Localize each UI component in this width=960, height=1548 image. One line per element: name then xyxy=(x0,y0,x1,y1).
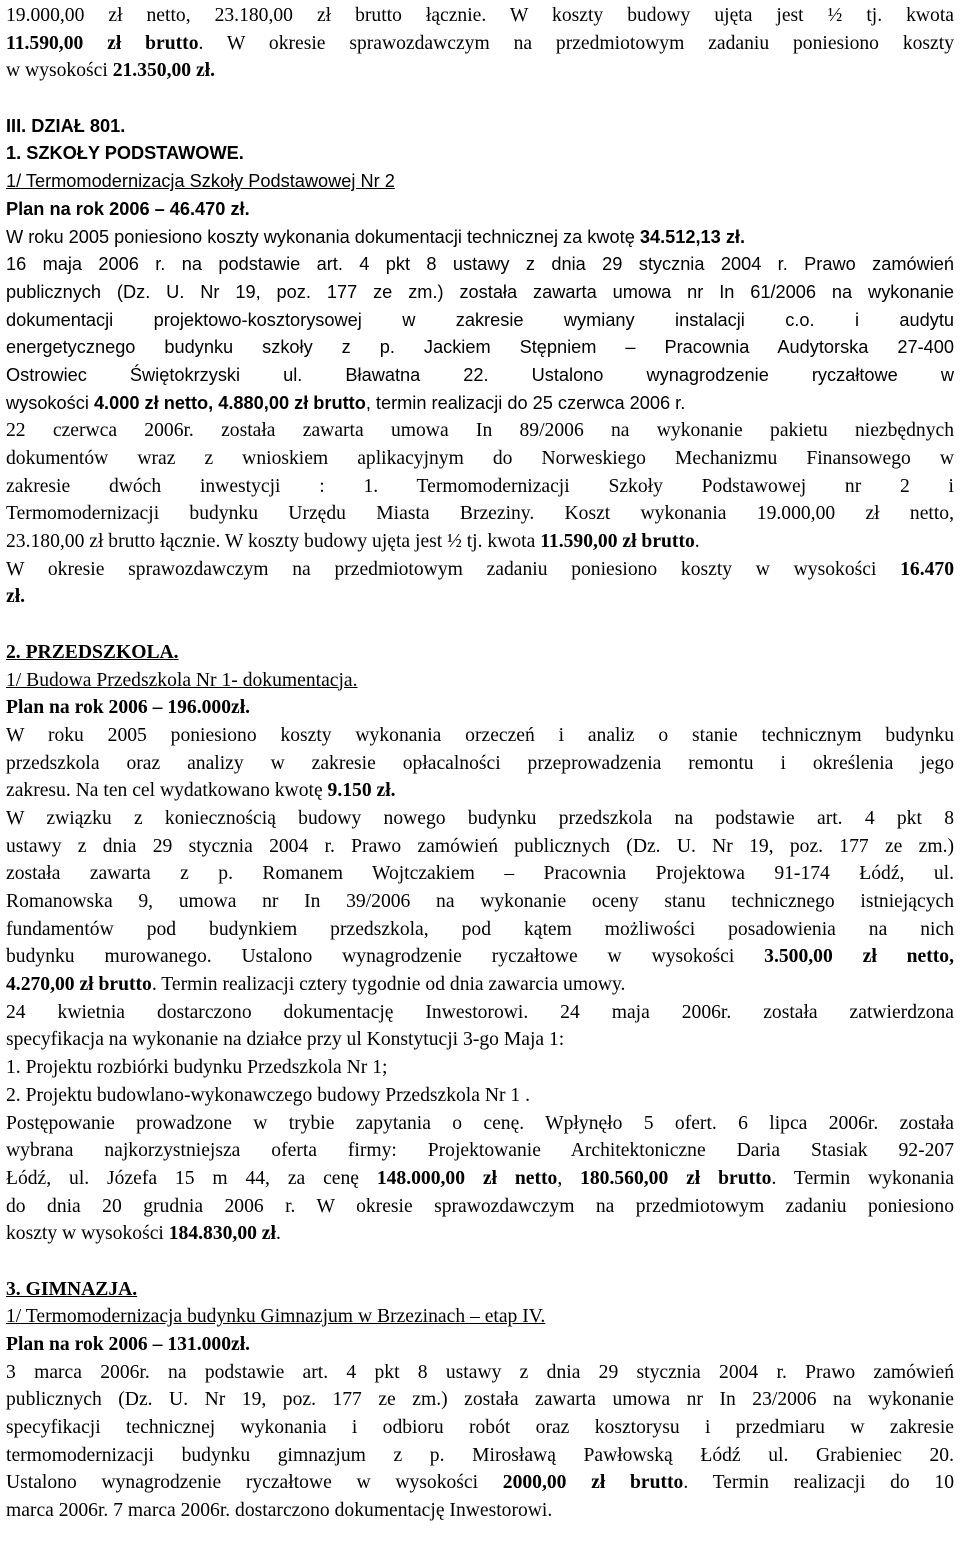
text-line: przedszkola oraz analizy w zakresie opłacalności przeprowadzenia remontu i określenia jego xyxy=(6,752,954,774)
text-line: dokumentów wraz z wnioskiem aplikacyjnym do Norweskiego Mechanizmu Finansowego w xyxy=(6,448,954,469)
subsection-heading: 1/ Termomodernizacja Szkoły Podstawowej Nr 2 xyxy=(6,171,395,192)
text-line: Termomodernizacji budynku Urzędu Miasta Brzeziny. Koszt wykonania 19.000,00 zł netto, xyxy=(6,503,954,525)
text-line: 3 marca 2006r. na podstawie art. 4 pkt 8 ustawy z dnia 29 stycznia 2004 r. Prawo zamówień xyxy=(6,1361,954,1383)
text-line: W okresie sprawozdawczym na przedmiotowym zadaniu poniesiono koszty w wysokości 16.470 xyxy=(6,558,954,580)
text-line: publicznych (Dz. U. Nr 19, poz. 177 ze zm.) została zawarta umowa nr In 61/2006 na wykonanie xyxy=(6,281,954,302)
amount: 11.590,00 zł brutto xyxy=(6,32,199,54)
text-line: została zawarta z p. Romanem Wojtczakiem – Pracownia Projektowa 91-174 Łódź, ul. xyxy=(6,863,954,885)
text-line: ustawy z dnia 29 stycznia 2004 r. Prawo zamówień publicznych (Dz. U. Nr 19, poz. 177 ze zm.) xyxy=(6,835,954,857)
amount: 11.590,00 zł brutto xyxy=(540,531,695,553)
text-line: dokumentacji projektowo-kosztorysowej w zakresie wymiany instalacji c.o. i audytu xyxy=(6,309,954,330)
section-heading: III. DZIAŁ 801. xyxy=(6,115,126,136)
plan-line: Plan na rok 2006 – 131.000zł. xyxy=(6,1334,251,1355)
text-line: specyfikacja na wykonanie na działce przy ul Konstytucji 3-go Maja 1: xyxy=(6,1029,565,1051)
text-line: do dnia 20 grudnia 2006 r. W okresie sprawozdawczym na przedmiotowym zadaniu poniesiono xyxy=(6,1195,954,1217)
text-line: Łódź, ul. Józefa 15 m 44, za cenę 148.000,00 zł netto, 180.560,00 zł brutto. Termin wykonania xyxy=(6,1167,954,1189)
text-line: Postępowanie prowadzone w trybie zapytania o cenę. Wpłynęło 5 ofert. 6 lipca 2006r. została xyxy=(6,1112,954,1134)
subsection-heading: 1/ Budowa Przedszkola Nr 1- dokumentacja. xyxy=(6,669,358,691)
plan-line: Plan na rok 2006 – 196.000zł. xyxy=(6,697,251,719)
list-item: 2. Projektu budowlano-wykonawczego budowy Przedszkola Nr 1 . xyxy=(6,1084,531,1106)
text-line: termomodernizacji budynku gimnazjum z p. Mirosławą Pawłowską Łódź ul. Grabieniec 20. xyxy=(6,1444,954,1466)
text-line: w wysokości 21.350,00 zł. xyxy=(6,60,215,82)
amount: 16.470 xyxy=(900,558,954,580)
text-line: publicznych (Dz. U. Nr 19, poz. 177 ze zm.) została zawarta umowa nr In 23/2006 na wykonanie xyxy=(6,1389,954,1411)
text-line: 11.590,00 zł brutto. W okresie sprawozdawczym na przedmiotowym zadaniu poniesiono koszty xyxy=(6,32,954,54)
amount: 3.500,00 zł netto, xyxy=(764,946,954,968)
amount: zł. xyxy=(6,586,26,608)
amount: 2000,00 zł brutto xyxy=(502,1472,684,1494)
text-line: Ustalono wynagrodzenie ryczałtowe w wysokości 2000,00 zł brutto. Termin realizacji do 10 xyxy=(6,1472,954,1494)
text-line: 4.270,00 zł brutto. Termin realizacji cztery tygodnie od dnia zawarcia umowy. xyxy=(6,974,626,996)
text-line: wysokości 4.000 zł netto, 4.880,00 zł brutto, termin realizacji do 25 czerwca 2006 r. xyxy=(6,392,686,413)
text-line: 23.180,00 zł brutto łącznie. W koszty budowy ujęta jest ½ tj. kwota 11.590,00 zł brutto. xyxy=(6,531,700,553)
text-line: 24 kwietnia dostarczono dokumentację Inwestorowi. 24 maja 2006r. została zatwierdzona xyxy=(6,1001,954,1023)
section-heading: 3. GIMNAZJA. xyxy=(6,1278,138,1300)
text-line: Romanowska 9, umowa nr In 39/2006 na wykonanie oceny stanu technicznego istniejących xyxy=(6,891,954,912)
text-line: zakresie dwóch inwestycji : 1. Termomodernizacji Szkoły Podstawowej nr 2 i xyxy=(6,475,954,497)
text-line: koszty w wysokości 184.830,00 zł. xyxy=(6,1223,281,1245)
text-line: W związku z koniecznością budowy nowego budynku przedszkola na podstawie art. 4 pkt 8 xyxy=(6,807,954,829)
subsection-heading: 1/ Termomodernizacja budynku Gimnazjum w Brzezinach – etap IV. xyxy=(6,1306,546,1328)
text-line: specyfikacji technicznej wykonania i odbioru robót oraz kosztorysu i przedmiaru w zakresie xyxy=(6,1417,954,1439)
section-heading: 1. SZKOŁY PODSTAWOWE. xyxy=(6,143,244,164)
amount: 21.350,00 zł. xyxy=(112,60,215,82)
amount: 184.830,00 zł xyxy=(168,1223,276,1245)
text-line: 22 czerwca 2006r. została zawarta umowa In 89/2006 na wykonanie pakietu niezbędnych xyxy=(6,420,954,442)
text-line: budynku murowanego. Ustalono wynagrodzenie ryczałtowe w wysokości 3.500,00 zł netto, xyxy=(6,946,954,968)
amount: 148.000,00 zł netto xyxy=(376,1167,558,1189)
text-line: 19.000,00 zł netto, 23.180,00 zł brutto łącznie. W koszty budowy ujęta jest ½ tj. kwota xyxy=(6,5,954,26)
amount: 9.150 zł. xyxy=(327,780,396,802)
section-heading: 2. PRZEDSZKOLA. xyxy=(6,641,179,663)
amount: 4.270,00 zł brutto xyxy=(6,974,152,996)
text-line: 16 maja 2006 r. na podstawie art. 4 pkt 8 ustawy z dnia 29 stycznia 2004 r. Prawo zamówień xyxy=(6,254,954,275)
text-line: zakresu. Na ten cel wydatkowano kwotę 9.150 zł. xyxy=(6,780,396,802)
text-line: energetycznego budynku szkoły z p. Jackiem Stępniem – Pracownia Audytorska 27-400 xyxy=(6,337,954,358)
text-line: wybrana najkorzystniejsza oferta firmy: Projektowanie Architektoniczne Daria Stasiak 92-207 xyxy=(6,1140,954,1162)
text-line: W roku 2005 poniesiono koszty wykonania orzeczeń i analiz o stanie technicznym budynku xyxy=(6,724,954,746)
amount: 180.560,00 zł brutto xyxy=(580,1167,772,1189)
plan-line: Plan na rok 2006 – 46.470 zł. xyxy=(6,198,250,219)
text-line: W roku 2005 poniesiono koszty wykonania dokumentacji technicznej za kwotę 34.512,13 zł. xyxy=(6,226,746,247)
text-line: Ostrowiec Świętokrzyski ul. Bławatna 22. Ustalono wynagrodzenie ryczałtowe w xyxy=(6,364,954,385)
text-line: marca 2006r. 7 marca 2006r. dostarczono dokumentację Inwestorowi. xyxy=(6,1500,553,1522)
list-item: 1. Projektu rozbiórki budynku Przedszkola Nr 1; xyxy=(6,1057,388,1079)
text-line: fundamentów pod budynkiem przedszkola, pod kątem możliwości posadowienia na nich xyxy=(6,918,954,940)
amount: 4.000 zł netto, 4.880,00 zł brutto xyxy=(93,392,366,413)
amount: 34.512,13 zł. xyxy=(639,226,746,247)
